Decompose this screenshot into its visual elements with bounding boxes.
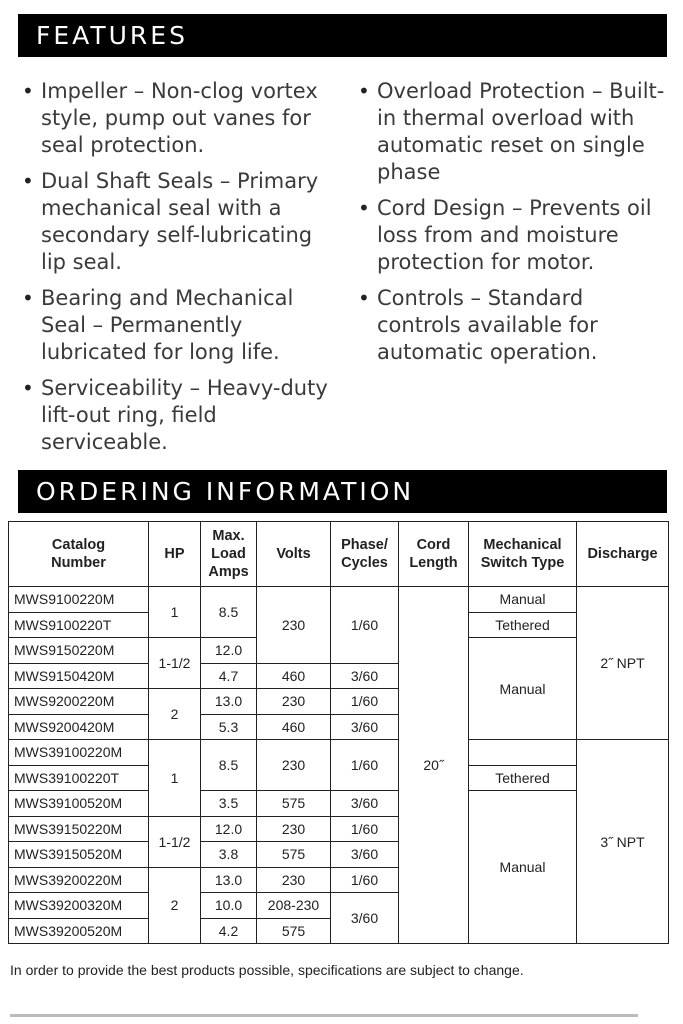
table-row bbox=[9, 740, 669, 766]
phase-cell: 3/60 bbox=[331, 842, 399, 868]
amps-cell: 13.0 bbox=[201, 689, 257, 715]
catalog-cell: MWS9200420M bbox=[9, 714, 149, 740]
header-line: Phase/ bbox=[341, 537, 388, 553]
header-line: Catalog bbox=[51, 537, 106, 553]
catalog-cell: MWS39200320M bbox=[9, 893, 149, 919]
feature-item bbox=[22, 375, 332, 456]
phase-cell: 3/60 bbox=[331, 791, 399, 817]
catalog-cell: MWS39100520M bbox=[9, 791, 149, 817]
phase-cell: 1/60 bbox=[331, 816, 399, 842]
amps-cell: 12.0 bbox=[201, 816, 257, 842]
volts-cell: 460 bbox=[257, 663, 331, 689]
col-header-phase bbox=[331, 522, 399, 587]
volts-cell: 230 bbox=[257, 740, 331, 791]
table-row bbox=[9, 791, 669, 817]
bullet-icon: • bbox=[358, 79, 370, 103]
phase-cell: 3/60 bbox=[331, 893, 399, 944]
col-header-volts: Volts bbox=[257, 522, 331, 587]
features-list-right bbox=[358, 78, 668, 375]
divider bbox=[10, 1014, 638, 1017]
hp-cell: 2 bbox=[149, 867, 201, 944]
amps-cell: 3.8 bbox=[201, 842, 257, 868]
feature-text: Cord Design – Prevents oil loss from and moisture protection for motor. bbox=[377, 196, 652, 274]
discharge-cell: 2˝ NPT bbox=[577, 587, 669, 740]
header-line: Load bbox=[211, 546, 246, 562]
hp-cell: 1-1/2 bbox=[149, 816, 201, 867]
col-header-cord bbox=[399, 522, 469, 587]
feature-text: Serviceability – Heavy-duty lift-out ring, field serviceable. bbox=[41, 376, 328, 454]
features-heading: FEATURES bbox=[18, 14, 667, 57]
col-header-discharge: Discharge bbox=[577, 522, 669, 587]
amps-cell: 12.0 bbox=[201, 638, 257, 664]
bullet-icon: • bbox=[22, 169, 34, 193]
feature-item bbox=[358, 285, 668, 366]
table-header-row bbox=[9, 522, 669, 587]
bullet-icon: • bbox=[22, 286, 34, 310]
volts-cell: 230 bbox=[257, 867, 331, 893]
cord-length-cell: 20˝ bbox=[399, 587, 469, 944]
switch-cell: Manual bbox=[469, 587, 577, 613]
hp-cell: 2 bbox=[149, 689, 201, 740]
catalog-cell: MWS39150520M bbox=[9, 842, 149, 868]
volts-cell: 575 bbox=[257, 791, 331, 817]
feature-text: Overload Protection – Built-in thermal overload with automatic reset on single phase bbox=[377, 79, 665, 184]
catalog-cell: MWS9150220M bbox=[9, 638, 149, 664]
catalog-cell: MWS9200220M bbox=[9, 689, 149, 715]
phase-cell: 1/60 bbox=[331, 740, 399, 791]
col-header-amps bbox=[201, 522, 257, 587]
ordering-heading: ORDERING INFORMATION bbox=[18, 470, 667, 513]
amps-cell: 3.5 bbox=[201, 791, 257, 817]
catalog-cell: MWS39200520M bbox=[9, 918, 149, 944]
catalog-cell: MWS9100220M bbox=[9, 587, 149, 613]
feature-item bbox=[358, 78, 668, 186]
specification-note: In order to provide the best products possible, specifications are subject to change. bbox=[10, 962, 524, 978]
feature-item bbox=[22, 168, 332, 276]
catalog-cell: MWS39100220T bbox=[9, 765, 149, 791]
feature-text: Bearing and Mechanical Seal – Permanently lubricated for long life. bbox=[41, 286, 294, 364]
volts-cell: 230 bbox=[257, 689, 331, 715]
catalog-cell: MWS39150220M bbox=[9, 816, 149, 842]
phase-cell: 1/60 bbox=[331, 867, 399, 893]
amps-cell: 13.0 bbox=[201, 867, 257, 893]
amps-cell: 4.2 bbox=[201, 918, 257, 944]
feature-text: Impeller – Non-clog vortex style, pump out vanes for seal protection. bbox=[41, 79, 318, 157]
catalog-cell: MWS39200220M bbox=[9, 867, 149, 893]
feature-item bbox=[22, 78, 332, 159]
table-row bbox=[9, 587, 669, 613]
header-line: Amps bbox=[208, 564, 249, 580]
header-line: Switch Type bbox=[480, 555, 565, 571]
switch-cell bbox=[469, 740, 577, 766]
volts-cell: 575 bbox=[257, 842, 331, 868]
header-line: Number bbox=[51, 555, 106, 571]
catalog-cell: MWS39100220M bbox=[9, 740, 149, 766]
phase-cell: 3/60 bbox=[331, 714, 399, 740]
feature-item bbox=[358, 195, 668, 276]
ordering-table bbox=[8, 521, 669, 944]
switch-cell: Tethered bbox=[469, 765, 577, 791]
header-line: Mechanical bbox=[483, 537, 562, 553]
discharge-cell: 3˝ NPT bbox=[577, 740, 669, 944]
volts-cell: 230 bbox=[257, 587, 331, 664]
phase-cell: 3/60 bbox=[331, 663, 399, 689]
col-header-catalog bbox=[9, 522, 149, 587]
volts-cell: 230 bbox=[257, 816, 331, 842]
hp-cell: 1 bbox=[149, 740, 201, 817]
amps-cell: 10.0 bbox=[201, 893, 257, 919]
feature-text: Controls – Standard controls available for automatic operation. bbox=[377, 286, 598, 364]
feature-text: Dual Shaft Seals – Primary mechanical seal with a secondary self-lubricating lip seal. bbox=[41, 169, 319, 274]
amps-cell: 4.7 bbox=[201, 663, 257, 689]
header-line: Max. bbox=[212, 528, 245, 544]
feature-item bbox=[22, 285, 332, 366]
bullet-icon: • bbox=[358, 196, 370, 220]
hp-cell: 1 bbox=[149, 587, 201, 638]
amps-cell: 8.5 bbox=[201, 740, 257, 791]
header-line: Cycles bbox=[341, 555, 388, 571]
bullet-icon: • bbox=[358, 286, 370, 310]
volts-cell: 575 bbox=[257, 918, 331, 944]
header-line: Length bbox=[409, 555, 458, 571]
bullet-icon: • bbox=[22, 376, 34, 400]
features-list-left bbox=[22, 78, 332, 465]
col-header-hp: HP bbox=[149, 522, 201, 587]
amps-cell: 8.5 bbox=[201, 587, 257, 638]
bullet-icon: • bbox=[22, 79, 34, 103]
catalog-cell: MWS9100220T bbox=[9, 612, 149, 638]
switch-cell: Manual bbox=[469, 638, 577, 740]
switch-cell: Manual bbox=[469, 791, 577, 944]
header-line: Cord bbox=[416, 537, 451, 553]
switch-cell: Tethered bbox=[469, 612, 577, 638]
col-header-switch bbox=[469, 522, 577, 587]
volts-cell: 208-230 bbox=[257, 893, 331, 919]
phase-cell: 1/60 bbox=[331, 689, 399, 715]
phase-cell: 1/60 bbox=[331, 587, 399, 664]
amps-cell: 5.3 bbox=[201, 714, 257, 740]
volts-cell: 460 bbox=[257, 714, 331, 740]
catalog-cell: MWS9150420M bbox=[9, 663, 149, 689]
hp-cell: 1-1/2 bbox=[149, 638, 201, 689]
